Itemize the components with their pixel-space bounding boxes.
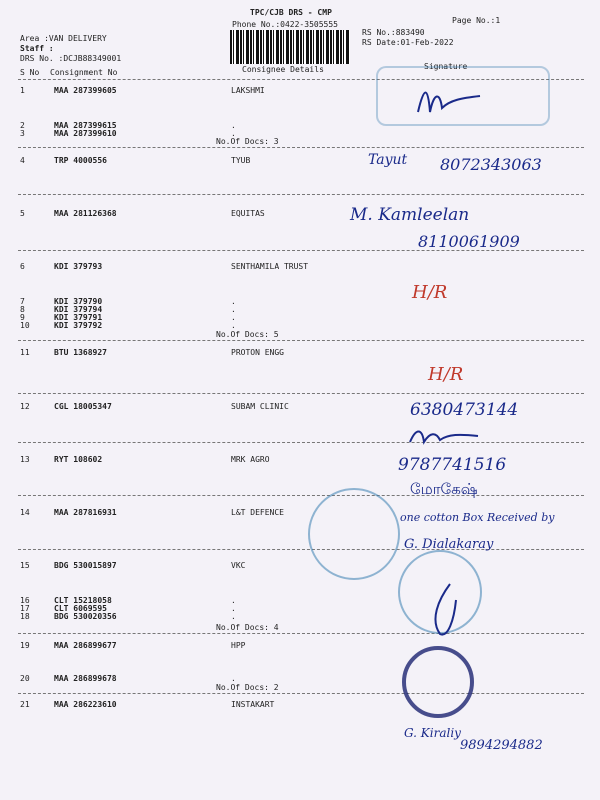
row-consignment-no: RYT 108602 xyxy=(54,455,103,464)
row-divider xyxy=(18,340,584,341)
row-serial: 16 xyxy=(20,596,30,605)
row-serial: 14 xyxy=(20,508,30,517)
row-consignee: TYUB xyxy=(231,156,251,165)
row-consignment-no: TRP 4000556 xyxy=(54,156,107,165)
row-serial: 5 xyxy=(20,209,25,218)
row-consignment-no: MAA 287816931 xyxy=(54,508,117,517)
row-consignment-no: KDI 379790 xyxy=(54,297,103,306)
handwritten-hr: H/R xyxy=(428,364,464,385)
row-divider xyxy=(18,693,584,694)
row-consignment-no: KDI 379794 xyxy=(54,305,103,314)
col-consignee: Consignee Details xyxy=(242,65,324,74)
row-consignment-no: MAA 286223610 xyxy=(54,700,117,709)
row-consignment-no: MAA 287399610 xyxy=(54,129,117,138)
row-serial: 10 xyxy=(20,321,30,330)
signature-scribble: G. Kiraliy xyxy=(404,726,461,740)
row-consignment-no: KDI 379792 xyxy=(54,321,103,330)
row-serial: 11 xyxy=(20,348,30,357)
handwritten-hr: H/R xyxy=(412,282,448,303)
row-divider xyxy=(18,194,584,195)
row-divider xyxy=(18,633,584,634)
row-consignee: . xyxy=(231,305,236,314)
row-serial: 13 xyxy=(20,455,30,464)
signature-scribble xyxy=(404,424,484,450)
row-serial: 4 xyxy=(20,156,25,165)
row-divider xyxy=(18,393,584,394)
signature-scribble: Tayut xyxy=(368,152,408,168)
row-consignment-no: CLT 6069595 xyxy=(54,604,107,613)
row-consignment-no: MAA 286899678 xyxy=(54,674,117,683)
signature-scribble xyxy=(420,580,470,640)
row-consignee: LAKSHMI xyxy=(231,86,265,95)
handwritten-phone: 8072343063 xyxy=(440,155,542,174)
row-consignment-no: MAA 287399605 xyxy=(54,86,117,95)
row-divider xyxy=(18,147,584,148)
round-stamp xyxy=(402,646,474,718)
doc-count: No.Of Docs: 4 xyxy=(216,623,279,632)
phone-number: Phone No.:0422-3505555 xyxy=(232,20,338,29)
row-serial: 17 xyxy=(20,604,30,613)
doc-count: No.Of Docs: 2 xyxy=(216,683,279,692)
row-serial: 20 xyxy=(20,674,30,683)
row-serial: 8 xyxy=(20,305,25,314)
row-consignee: . xyxy=(231,604,236,613)
row-consignment-no: CLT 15218058 xyxy=(54,596,112,605)
row-serial: 15 xyxy=(20,561,30,570)
staff-label: Staff : xyxy=(20,44,54,53)
row-serial: 12 xyxy=(20,402,30,411)
row-consignee: . xyxy=(231,596,236,605)
doc-count: No.Of Docs: 5 xyxy=(216,330,279,339)
row-consignment-no: CGL 18005347 xyxy=(54,402,112,411)
col-sno: S No xyxy=(20,68,40,77)
row-serial: 2 xyxy=(20,121,25,130)
signature-scribble: G. Dialakaray xyxy=(404,537,494,552)
row-serial: 1 xyxy=(20,86,25,95)
handwritten-phone: 6380473144 xyxy=(410,400,519,420)
row-serial: 7 xyxy=(20,297,25,306)
col-consignment: Consignment No xyxy=(50,68,118,77)
row-consignee: INSTAKART xyxy=(231,700,275,709)
round-stamp xyxy=(308,488,400,580)
row-serial: 3 xyxy=(20,129,25,138)
row-serial: 19 xyxy=(20,641,30,650)
handwritten-phone: 9787741516 xyxy=(398,455,507,475)
row-consignee: . xyxy=(231,612,236,621)
row-divider xyxy=(18,442,584,443)
row-serial: 9 xyxy=(20,313,25,322)
row-consignment-no: MAA 287399615 xyxy=(54,121,117,130)
signature-scribble: M. Kamleelan xyxy=(350,205,470,225)
row-consignee: . xyxy=(231,297,236,306)
rs-number: RS No.:883490 xyxy=(362,28,425,37)
row-consignee: HPP xyxy=(231,641,246,650)
row-consignment-no: MAA 281126368 xyxy=(54,209,117,218)
row-consignee: . xyxy=(231,129,236,138)
row-divider xyxy=(18,549,584,550)
row-consignment-no: KDI 379793 xyxy=(54,262,103,271)
row-consignee: . xyxy=(231,121,236,130)
row-consignment-no: KDI 379791 xyxy=(54,313,103,322)
area-label: Area :VAN DELIVERY xyxy=(20,34,107,43)
page-number: Page No.:1 xyxy=(452,16,501,25)
row-consignee: L&T DEFENCE xyxy=(231,508,284,517)
row-consignee: SUBAM CLINIC xyxy=(231,402,289,411)
row-consignment-no: BTU 1368927 xyxy=(54,348,107,357)
row-consignee: VKC xyxy=(231,561,246,570)
rs-date: RS Date:01-Feb-2022 xyxy=(362,38,454,47)
row-serial: 18 xyxy=(20,612,30,621)
row-consignee: MRK AGRO xyxy=(231,455,270,464)
drs-number: DRS No. :DCJB88349001 xyxy=(20,54,122,63)
row-consignee: PROTON ENGG xyxy=(231,348,284,357)
barcode xyxy=(230,30,350,64)
row-consignee: . xyxy=(231,321,236,330)
row-serial: 21 xyxy=(20,700,30,709)
handwritten-phone: 8110061909 xyxy=(418,232,520,251)
handwritten-name: மோகேஷ் xyxy=(410,480,478,498)
doc-count: No.Of Docs: 3 xyxy=(216,137,279,146)
document-title: TPC/CJB DRS - CMP xyxy=(250,8,332,17)
row-consignment-no: BDG 530020356 xyxy=(54,612,117,621)
row-serial: 6 xyxy=(20,262,25,271)
row-consignment-no: MAA 286899677 xyxy=(54,641,117,650)
row-consignee: EQUITAS xyxy=(231,209,265,218)
row-consignee: . xyxy=(231,674,236,683)
signature-scribble xyxy=(410,82,490,122)
row-divider xyxy=(18,495,584,496)
col-signature: Signature xyxy=(424,62,468,71)
row-consignee: . xyxy=(231,313,236,322)
row-consignee: SENTHAMILA TRUST xyxy=(231,262,309,271)
handwritten-phone: 9894294882 xyxy=(460,738,543,753)
row-consignment-no: BDG 530015897 xyxy=(54,561,117,570)
handwritten-note: one cotton Box Received by xyxy=(400,511,555,524)
